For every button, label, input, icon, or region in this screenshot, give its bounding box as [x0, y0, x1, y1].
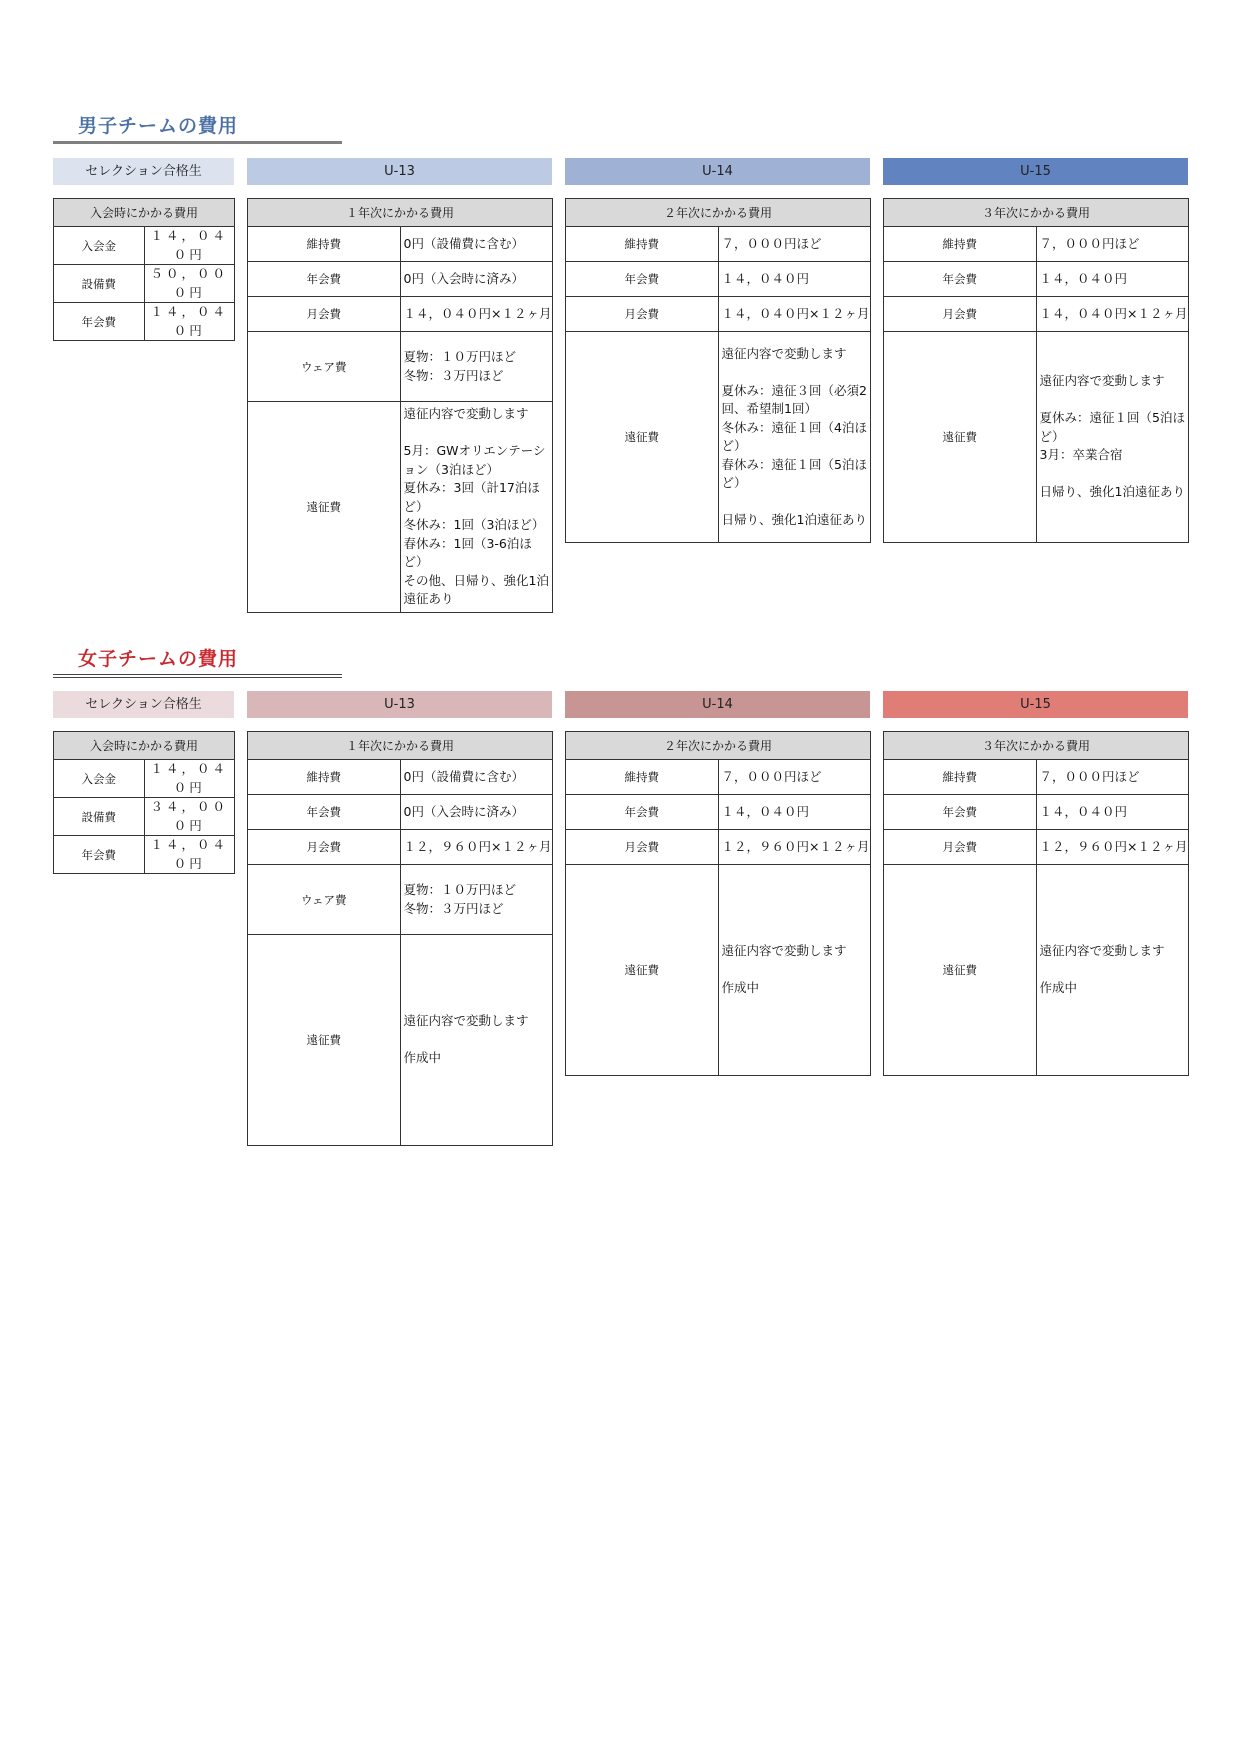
row-value: 遠征内容で変動します 夏休み：遠征３回（必須2回、希望制1回） 冬休み：遠征１回（4泊ほど） 春休み：遠征１回（5泊ほど） 日帰り、強化1泊遠征あり [718, 332, 871, 543]
row-value: 0円（設備費に含む） [400, 760, 553, 795]
row-label: 月会費 [248, 297, 401, 332]
row-label: 年会費 [566, 795, 719, 830]
row-label: 月会費 [566, 297, 719, 332]
row-label: 入会金 [54, 227, 145, 265]
row-label: 月会費 [884, 297, 1037, 332]
row-value: １４，０４０円 [1036, 262, 1189, 297]
row-label: 年会費 [54, 303, 145, 341]
row-label: 年会費 [884, 795, 1037, 830]
row-value: 遠征内容で変動します 夏休み：遠征１回（5泊ほど） 3月：卒業合宿 日帰り、強化1泊遠征あり [1036, 332, 1189, 543]
row-value: 遠征内容で変動します 作成中 [718, 865, 871, 1076]
table-row [884, 332, 1189, 543]
boys-header-u14: U-14 [565, 158, 870, 185]
table-row [54, 798, 235, 836]
row-label: 入会金 [54, 760, 145, 798]
table-header: 入会時にかかる費用 [54, 199, 235, 227]
row-value: 遠征内容で変動します 5月：GWオリエンテーション（3泊ほど） 夏休み：3回（計17泊ほど） 冬休み：1回（3泊ほど） 春休み：1回（3-6泊ほど） その他、日帰り、強化1泊遠征あり [400, 402, 553, 613]
row-value: １４，０４０円 [144, 227, 235, 265]
boys-header-u15: U-15 [883, 158, 1188, 185]
table-header: ３年次にかかる費用 [884, 199, 1189, 227]
row-label: 年会費 [884, 262, 1037, 297]
girls-header-u13: U-13 [247, 691, 552, 718]
row-value: ５０，０００円 [144, 265, 235, 303]
row-value: ７，０００円ほど [1036, 227, 1189, 262]
row-value: 遠征内容で変動します 作成中 [1036, 865, 1189, 1076]
table-row [884, 830, 1189, 865]
table-row [884, 865, 1189, 1076]
table-row [248, 935, 553, 1146]
row-value: １４，０４０円 [144, 303, 235, 341]
table-row [248, 865, 553, 935]
girls-year2-table [565, 731, 871, 1076]
girls-header-u15: U-15 [883, 691, 1188, 718]
row-label: 維持費 [566, 760, 719, 795]
row-label: 遠征費 [248, 402, 401, 613]
table-row [884, 227, 1189, 262]
row-label: 遠征費 [884, 332, 1037, 543]
row-value: １２，９６０円×１２ヶ月 [718, 830, 871, 865]
table-row [884, 795, 1189, 830]
row-value: 夏物：１０万円ほど 冬物：３万円ほど [400, 332, 553, 402]
table-row [566, 830, 871, 865]
table-row [566, 760, 871, 795]
table-row [566, 262, 871, 297]
table-row [566, 795, 871, 830]
table-row [566, 227, 871, 262]
table-row [54, 303, 235, 341]
row-label: 維持費 [566, 227, 719, 262]
table-header: １年次にかかる費用 [248, 732, 553, 760]
row-value: ７，０００円ほど [718, 227, 871, 262]
row-value: 0円（設備費に含む） [400, 227, 553, 262]
row-label: 維持費 [248, 760, 401, 795]
row-value: 0円（入会時に済み） [400, 795, 553, 830]
row-value: １４，０４０円×１２ヶ月 [718, 297, 871, 332]
table-row [884, 262, 1189, 297]
row-label: 年会費 [566, 262, 719, 297]
row-label: 設備費 [54, 265, 145, 303]
row-value: ３４，０００円 [144, 798, 235, 836]
row-value: １４，０４０円 [718, 795, 871, 830]
girls-year1-table [247, 731, 553, 1146]
row-label: ウェア費 [248, 865, 401, 935]
boys-section-title: 男子チームの費用 [78, 115, 239, 137]
table-row [54, 227, 235, 265]
row-value: 遠征内容で変動します 作成中 [400, 935, 553, 1146]
row-label: 遠征費 [248, 935, 401, 1146]
table-header: 入会時にかかる費用 [54, 732, 235, 760]
row-label: 月会費 [884, 830, 1037, 865]
table-header: ３年次にかかる費用 [884, 732, 1189, 760]
row-value: 夏物：１０万円ほど 冬物：３万円ほど [400, 865, 553, 935]
boys-year1-table [247, 198, 553, 613]
table-row [566, 297, 871, 332]
row-label: 維持費 [884, 227, 1037, 262]
table-row [248, 830, 553, 865]
table-row [248, 795, 553, 830]
row-label: 維持費 [248, 227, 401, 262]
girls-header-selection: セレクション合格生 [53, 691, 234, 718]
row-label: 月会費 [248, 830, 401, 865]
row-value: １４，０４０円 [144, 760, 235, 798]
row-value: ７，０００円ほど [718, 760, 871, 795]
girls-entry-table [53, 731, 235, 874]
boys-entry-table [53, 198, 235, 341]
row-value: １４，０４０円 [1036, 795, 1189, 830]
table-row [248, 297, 553, 332]
table-row [566, 865, 871, 1076]
row-value: １４，０４０円×１２ヶ月 [1036, 297, 1189, 332]
row-label: 年会費 [248, 262, 401, 297]
row-value: ７，０００円ほど [1036, 760, 1189, 795]
row-label: 遠征費 [566, 332, 719, 543]
boys-title-rule [53, 141, 342, 144]
row-value: １２，９６０円×１２ヶ月 [1036, 830, 1189, 865]
girls-year3-table [883, 731, 1189, 1076]
table-row [248, 760, 553, 795]
boys-year2-table [565, 198, 871, 543]
table-header: ２年次にかかる費用 [566, 732, 871, 760]
girls-title-rule [53, 674, 342, 678]
table-header: ２年次にかかる費用 [566, 199, 871, 227]
row-label: 月会費 [566, 830, 719, 865]
row-label: 年会費 [54, 836, 145, 874]
table-row [54, 265, 235, 303]
row-value: １４，０４０円 [144, 836, 235, 874]
row-value: １４，０４０円×１２ヶ月 [400, 297, 553, 332]
girls-section-title: 女子チームの費用 [78, 648, 239, 670]
table-row [566, 332, 871, 543]
row-label: 遠征費 [566, 865, 719, 1076]
table-row [248, 227, 553, 262]
table-row [884, 760, 1189, 795]
boys-year3-table [883, 198, 1189, 543]
row-value: １４，０４０円 [718, 262, 871, 297]
row-label: 遠征費 [884, 865, 1037, 1076]
table-row [248, 332, 553, 402]
table-row [884, 297, 1189, 332]
row-label: 維持費 [884, 760, 1037, 795]
row-label: 設備費 [54, 798, 145, 836]
row-label: ウェア費 [248, 332, 401, 402]
row-value: 0円（入会時に済み） [400, 262, 553, 297]
boys-header-u13: U-13 [247, 158, 552, 185]
row-label: 年会費 [248, 795, 401, 830]
boys-header-selection: セレクション合格生 [53, 158, 234, 185]
girls-header-u14: U-14 [565, 691, 870, 718]
table-row [54, 760, 235, 798]
row-value: １２，９６０円×１２ヶ月 [400, 830, 553, 865]
table-row [248, 262, 553, 297]
table-row [54, 836, 235, 874]
table-row [248, 402, 553, 613]
table-header: １年次にかかる費用 [248, 199, 553, 227]
